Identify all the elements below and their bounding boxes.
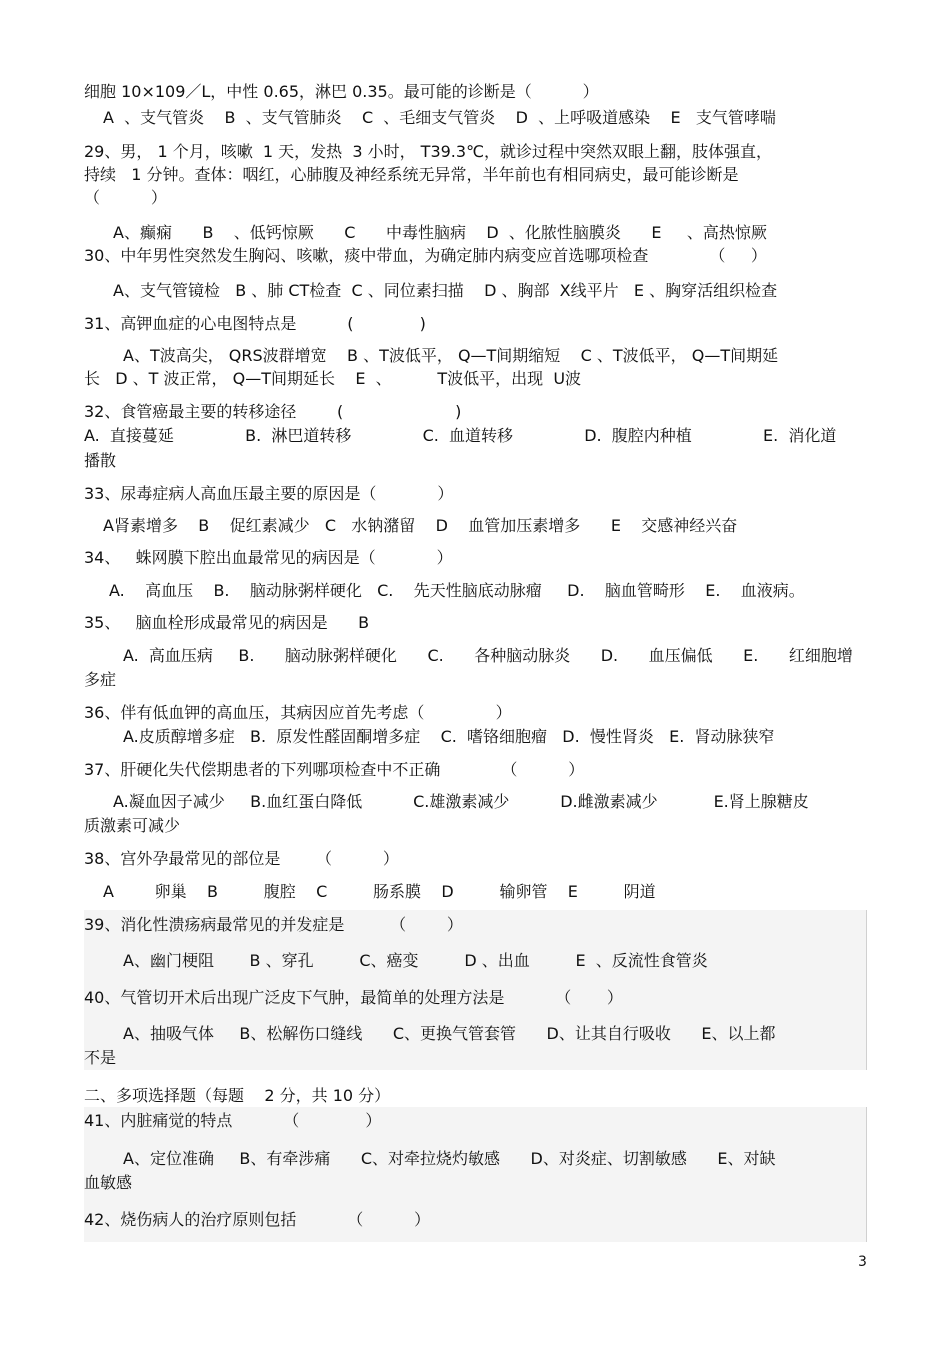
section-heading-multiple-choice: 二、多项选择题（每题 2 分，共 10 分） — [84, 1086, 391, 1105]
question-42-stem: 42、烧伤病人的治疗原则包括 （ ） — [84, 1210, 431, 1229]
question-29-options: A、癫痫 B 、低钙惊厥 C 中毒性脑病 D 、化脓性脑膜炎 E 、高热惊厥 — [113, 223, 767, 242]
question-38-options: A 卵巢 B 腹腔 C 肠系膜 D 输卵管 E 阴道 — [103, 882, 656, 901]
question-28-stem-end: 细胞 10×109／L，中性 0.65，淋巴 0.35。最可能的诊断是（ ） — [84, 82, 599, 101]
question-31-options-2: 长 D 、T 波正常， Q—T间期延长 E 、 T波低平，出现 U波 — [84, 369, 582, 388]
question-32-options-2: 播散 — [84, 451, 117, 470]
question-33-options: A肾素增多 B 促红素减少 C 水钠潴留 D 血管加压素增多 E 交感神经兴奋 — [103, 516, 738, 535]
question-32-options-1: A. 直接蔓延 B. 淋巴道转移 C. 血道转移 D. 腹腔内种植 E. 消化道 — [84, 426, 837, 445]
question-30-options: A、支气管镜检 B 、肺 CT检查 C 、同位素扫描 D 、胸部 X线平片 E 、胸穿活组织检查 — [113, 281, 778, 300]
question-37-options-1: A.凝血因子减少 B.血红蛋白降低 C.雄激素减少 D.雌激素减少 E.肾上腺糖皮 — [113, 792, 809, 811]
question-29-stem-2: 持续 1 分钟。查体：咽红，心肺腹及神经系统无异常，半年前也有相同病史，最可能诊断是 — [84, 165, 739, 184]
question-31-stem: 31、高钾血症的心电图特点是 ( ) — [84, 314, 426, 333]
question-35-stem: 35、 脑血栓形成最常见的病因是 B — [84, 613, 370, 632]
question-41-stem: 41、内脏痛觉的特点 （ ） — [84, 1111, 382, 1130]
question-39-stem: 39、消化性溃疡病最常见的并发症是 （ ） — [84, 915, 463, 934]
question-29-stem-1: 29、男， 1 个月，咳嗽 1 天，发热 3 小时， T39.3℃，就诊过程中突然双眼上翻，肢体强直， — [84, 142, 773, 161]
question-37-options-2: 质激素可减少 — [84, 816, 181, 835]
question-40-options-2: 不是 — [84, 1048, 117, 1067]
question-39-options: A、幽门梗阻 B 、穿孔 C、癌变 D 、出血 E 、反流性食管炎 — [123, 951, 708, 970]
question-35-options-1: A. 高血压病 B. 脑动脉粥样硬化 C. 各种脑动脉炎 D. 血压偏低 E. 红细胞增 — [123, 646, 853, 665]
question-37-stem: 37、肝硬化失代偿期患者的下列哪项检查中不正确 （ ） — [84, 760, 585, 779]
question-38-stem: 38、宫外孕最常见的部位是 （ ） — [84, 849, 399, 868]
question-40-stem: 40、气管切开术后出现广泛皮下气肿，最简单的处理方法是 （ ） — [84, 988, 623, 1007]
question-32-stem: 32、食管癌最主要的转移途径 ( ) — [84, 402, 462, 421]
question-41-options-2: 血敏感 — [84, 1173, 133, 1192]
question-36-options: A.皮质醇增多症 B. 原发性醛固酮增多症 C. 嗜铬细胞瘤 D. 慢性肾炎 E. 肾动脉狭窄 — [123, 727, 775, 746]
question-40-options-1: A、抽吸气体 B、松解伤口缝线 C、更换气管套管 D、让其自行吸收 E、以上都 — [123, 1024, 776, 1043]
question-31-options-1: A、T波高尖， QRS波群增宽 B 、T波低平， Q—T间期缩短 C 、T波低平， Q—T间期延 — [123, 346, 779, 365]
question-29-stem-3: （ ） — [84, 188, 167, 207]
question-33-stem: 33、尿毒症病人高血压最主要的原因是（ ） — [84, 484, 454, 503]
question-34-stem: 34、 蛛网膜下腔出血最常见的病因是（ ） — [84, 548, 453, 567]
question-41-options-1: A、定位准确 B、有牵涉痛 C、对牵拉烧灼敏感 D、对炎症、切割敏感 E、对缺 — [123, 1149, 776, 1168]
question-30-stem: 30、中年男性突然发生胸闷、咳嗽，痰中带血，为确定肺内病变应首选哪项检查 （ ） — [84, 246, 767, 265]
question-36-stem: 36、伴有低血钾的高血压，其病因应首先考虑（ ） — [84, 703, 512, 722]
question-35-options-2: 多症 — [84, 670, 117, 689]
page-number: 3 — [858, 1254, 867, 1270]
question-34-options: A. 高血压 B. 脑动脉粥样硬化 C. 先天性脑底动脉瘤 D. 脑血管畸形 E. 血液病。 — [109, 581, 805, 600]
question-28-options: A 、支气管炎 B 、支气管肺炎 C 、毛细支气管炎 D 、上呼吸道感染 E 支气管哮喘 — [103, 108, 776, 127]
